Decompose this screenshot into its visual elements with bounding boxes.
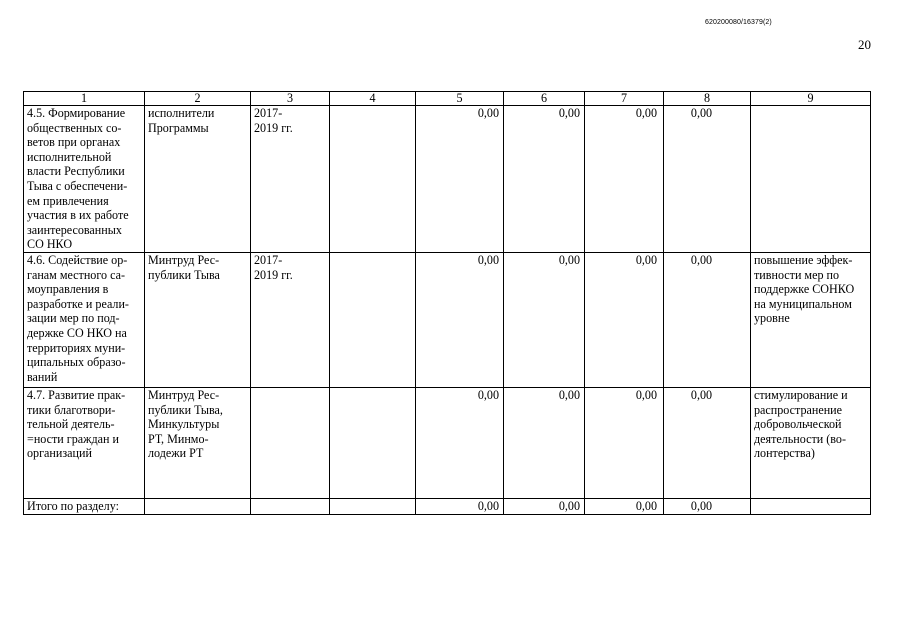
column-header: 6: [504, 92, 585, 106]
column-4-cell: [330, 387, 416, 498]
column-7-value: 0,00: [585, 387, 664, 498]
cell-text-line: Минтруд Рес-: [148, 252, 220, 267]
cell-text-line: Минкультуры: [148, 417, 220, 432]
cell-text-line: повышение эффек-: [754, 252, 853, 267]
total-column-7: 0,00: [585, 498, 664, 514]
cell-text-line: 2019 гг.: [254, 267, 293, 282]
column-7-value: 0,00: [585, 252, 664, 387]
cell-text-line: Минтруд Рес-: [148, 387, 220, 402]
column-header: 4: [330, 92, 416, 106]
cell-text-line: ем привлечения: [27, 193, 109, 208]
empty-cell: [751, 498, 871, 514]
executor-cell: [145, 387, 251, 498]
cell-text-line: =ности граждан и: [27, 431, 120, 446]
result-cell: [751, 106, 871, 253]
cell-text-line: добровольческой: [754, 417, 842, 432]
column-header: 7: [585, 92, 664, 106]
cell-text-line: 4.6. Содействие ор-: [27, 252, 128, 267]
column-8-value: 0,00: [664, 252, 751, 387]
column-5-value: 0,00: [416, 387, 504, 498]
executor-cell: [145, 252, 251, 387]
cell-text-line: на муниципальном: [754, 296, 852, 311]
table-row: [24, 387, 871, 498]
column-5-value: 0,00: [416, 252, 504, 387]
column-header: 1: [24, 92, 145, 106]
result-cell: [751, 252, 871, 387]
cell-text-line: территориях муни-: [27, 340, 126, 355]
total-row: [24, 498, 871, 514]
column-5-value: 0,00: [416, 106, 504, 253]
cell-text-line: заинтересованных: [27, 222, 122, 237]
empty-cell: [145, 498, 251, 514]
cell-text-line: публики Тыва,: [148, 402, 223, 417]
cell-text-line: 2017-: [254, 252, 283, 267]
total-column-5: 0,00: [416, 498, 504, 514]
cell-text-line: тики благотвори-: [27, 402, 116, 417]
column-8-value: 0,00: [664, 106, 751, 253]
cell-text-line: власти Республики: [27, 164, 125, 179]
cell-text-line: зации мер по под-: [27, 311, 120, 326]
cell-text-line: ваний: [27, 369, 58, 384]
cell-text-line: моуправления в: [27, 282, 109, 297]
cell-text-line: 2017-: [254, 106, 283, 120]
column-6-value: 0,00: [504, 106, 585, 253]
column-header: 3: [251, 92, 330, 106]
column-8-value: 0,00: [664, 387, 751, 498]
cell-text-line: тивности мер по: [754, 267, 840, 282]
cell-text-line: ципальных образо-: [27, 355, 126, 370]
cell-text-line: лонтерства): [754, 446, 815, 461]
cell-text-line: участия в их работе: [27, 208, 129, 223]
column-header: 2: [145, 92, 251, 106]
period-cell: [251, 387, 330, 498]
document-code: 620200080/16379(2): [705, 19, 772, 26]
cell-text-line: исполнители: [148, 106, 215, 120]
period-cell: [251, 252, 330, 387]
cell-text-line: ганам местного са-: [27, 267, 125, 282]
table-header-row: [24, 92, 871, 106]
table-row: [24, 106, 871, 253]
cell-text-line: уровне: [754, 311, 790, 326]
page-number: 20: [858, 37, 871, 52]
cell-text-line: исполнительной: [27, 149, 112, 164]
cell-text-line: публики Тыва: [148, 267, 220, 282]
column-4-cell: [330, 106, 416, 253]
cell-text-line: 4.5. Формирование: [27, 106, 126, 120]
cell-text-line: Программы: [148, 120, 209, 135]
cell-text-line: лодежи РТ: [148, 446, 204, 461]
column-header: 9: [751, 92, 871, 106]
cell-text-line: поддержке СОНКО: [754, 282, 855, 297]
cell-text-line: РТ, Минмо-: [148, 431, 209, 446]
column-header: 5: [416, 92, 504, 106]
executor-cell: [145, 106, 251, 253]
measure-cell: [24, 252, 145, 387]
column-6-value: 0,00: [504, 387, 585, 498]
cell-text-line: 4.7. Развитие прак-: [27, 387, 126, 402]
empty-cell: [330, 498, 416, 514]
period-cell: [251, 106, 330, 253]
cell-text-line: организаций: [27, 446, 92, 461]
cell-text-line: распространение: [754, 402, 843, 417]
result-cell: [751, 387, 871, 498]
measure-cell: [24, 106, 145, 253]
measure-cell: [24, 387, 145, 498]
cell-text-line: ветов при органах: [27, 135, 121, 150]
column-6-value: 0,00: [504, 252, 585, 387]
total-column-6: 0,00: [504, 498, 585, 514]
column-header: 8: [664, 92, 751, 106]
cell-text-line: деятельности (во-: [754, 431, 846, 446]
cell-text-line: разработке и реали-: [27, 296, 129, 311]
empty-cell: [251, 498, 330, 514]
total-column-8: 0,00: [664, 498, 751, 514]
column-4-cell: [330, 252, 416, 387]
cell-text-line: тельной деятель-: [27, 417, 115, 432]
total-label: Итого по разделу:: [24, 498, 145, 514]
column-7-value: 0,00: [585, 106, 664, 253]
cell-text-line: СО НКО: [27, 237, 73, 252]
cell-text-line: держке СО НКО на: [27, 325, 127, 340]
table-row: [24, 252, 871, 387]
cell-text-line: стимулирование и: [754, 387, 848, 402]
cell-text-line: общественных со-: [27, 120, 122, 135]
budget-table: [23, 91, 871, 515]
cell-text-line: Тыва с обеспечени-: [27, 178, 128, 193]
cell-text-line: 2019 гг.: [254, 120, 293, 135]
